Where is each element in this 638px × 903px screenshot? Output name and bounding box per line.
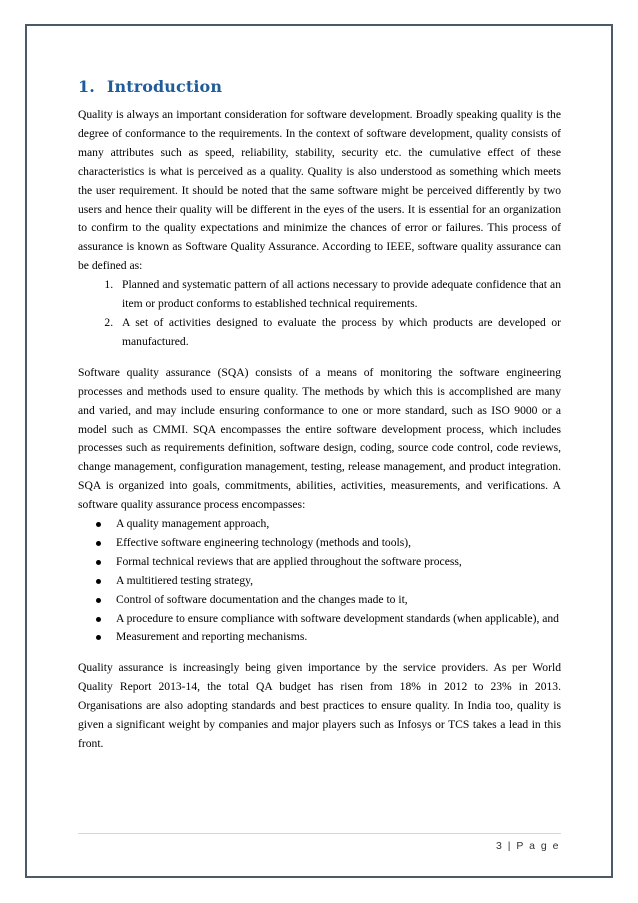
page-number: 3 — [495, 840, 504, 852]
sqa-paragraph: Software quality assurance (SQA) consists of a means of monitoring the software engineering processes and methods used to ensure quality. The methods by which this is accomplished are many and varied, and may include ensuring conformance to one or more standard, such as ISO 9000 or a model such as CMMI. SQA encompasses the entire software development process, which includes processes such as requirements definition, software design, coding, source code control, code reviews, change management, configuration management, testing, release management, and product integration. SQA is organized into goals, commitments, abilities, activities, measurements, and verifications. A software quality assurance process encompasses: — [78, 365, 561, 512]
page-content — [78, 77, 561, 754]
definition-list — [78, 276, 561, 352]
bullet-item — [116, 572, 561, 591]
page-label: P a g e — [516, 840, 560, 852]
bullet-icon — [96, 598, 101, 603]
intro-paragraph: Quality is always an important consideration for software development. Broadly speaking quality is the degree of conformance to the requirements. In the context of software development, quality consists of many attributes such as speed, reliability, stability, security etc. the cumulative effect of these characteristics is what is perceived as a quality. Quality is also understood as something which meets the user requirement. It should be noted that the same software might be perceived differently by two users and hence their quality will be different in the eyes of the users. It is essential for an organization to confirm to the quality expectations and minimize the chances of error or failures. This process of assurance is known as Software Quality Assurance. According to IEEE, software quality assurance can be defined as: — [78, 108, 561, 273]
footer-divider — [78, 833, 561, 834]
bullet-item — [116, 591, 561, 610]
bullet-text: Formal technical reviews that are applied throughout the software process, — [116, 554, 462, 568]
bullet-icon — [96, 522, 101, 527]
bullet-item — [116, 553, 561, 572]
qa-trends-paragraph: Quality assurance is increasingly being given importance by the service providers. As per World Quality Report 2013-14, the total QA budget has risen from 18% in 2012 to 23% in 2013. Organisations are also adopting standards and best practices to ensure quality. In India too, quality is given a significant weight by companies and major players such as Infosys or TCS takes a lead in this front. — [78, 661, 561, 750]
section-number: 1. — [78, 77, 95, 96]
bullet-icon — [96, 541, 101, 546]
sqa-bullet-list — [78, 515, 561, 647]
page-footer — [496, 840, 560, 852]
bullet-item — [116, 534, 561, 553]
bullet-item — [116, 628, 561, 647]
footer-separator: | — [507, 840, 512, 852]
bullet-text: A procedure to ensure compliance with software development standards (when applicable), and — [116, 611, 559, 625]
definition-item: 2. A set of activities designed to evaluate the process by which products are developed or manufactured. — [116, 314, 561, 352]
section-title: Introduction — [106, 77, 223, 96]
bullet-text: Control of software documentation and the changes made to it, — [116, 592, 408, 606]
bullet-item — [116, 515, 561, 534]
definition-item: 1. Planned and systematic pattern of all actions necessary to provide adequate confidence that an item or product conforms to established technical requirements. — [116, 276, 561, 314]
bullet-icon — [96, 579, 101, 584]
bullet-text: Measurement and reporting mechanisms. — [116, 630, 308, 644]
bullet-icon — [96, 635, 101, 640]
bullet-text: Effective software engineering technology (methods and tools), — [116, 535, 412, 549]
bullet-text: A multitiered testing strategy, — [116, 573, 254, 587]
bullet-item — [116, 610, 561, 629]
bullet-icon — [96, 617, 101, 622]
section-heading — [78, 77, 561, 96]
bullet-icon — [96, 560, 101, 565]
bullet-text: A quality management approach, — [116, 517, 270, 531]
